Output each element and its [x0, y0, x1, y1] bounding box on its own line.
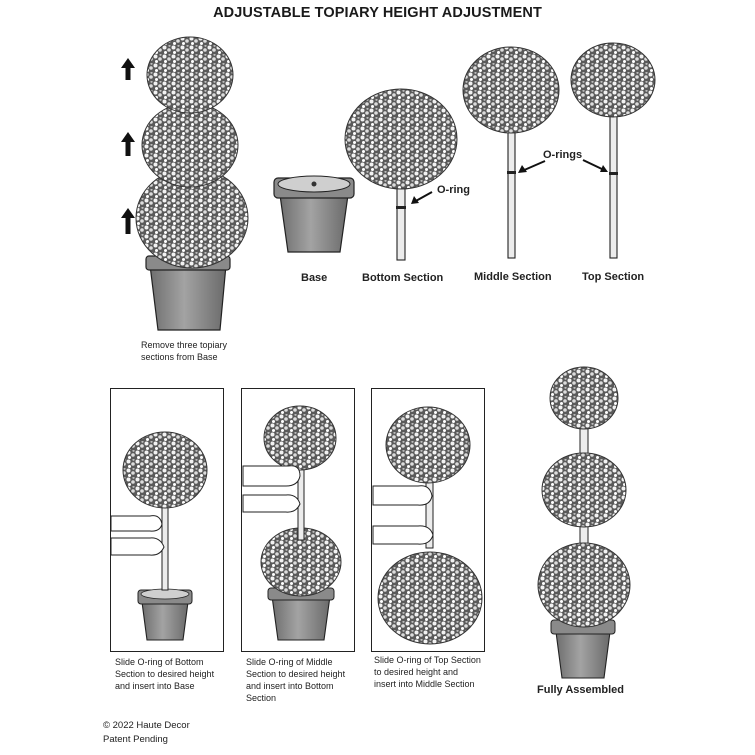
stacked-sections-illustration [121, 37, 248, 330]
bottom-section-label: Bottom Section [362, 272, 444, 284]
middle-section-label: Middle Section [474, 271, 552, 283]
caption-line: Slide O-ring of Bottom [115, 657, 204, 667]
up-arrow-icon [121, 58, 135, 234]
base-label: Base [301, 272, 328, 284]
fully-assembled-label: Fully Assembled [537, 684, 625, 696]
fully-assembled-illustration [538, 367, 630, 678]
remove-caption [141, 339, 227, 363]
top-section-label: Top Section [582, 271, 645, 283]
caption-line: and insert into Bottom [246, 681, 334, 691]
caption-line: Section to desired height [246, 669, 346, 679]
patent-notice: Patent Pending [103, 734, 168, 745]
bottom-section-illustration [345, 89, 457, 260]
step3-caption [374, 654, 481, 690]
caption-line: to desired height and [374, 667, 459, 677]
copyright: © 2022 Haute Decor [103, 720, 190, 731]
caption-line: Slide O-ring of Top Section [374, 655, 481, 665]
middle-ball [142, 103, 238, 187]
caption-line: insert into Middle Section [374, 679, 475, 689]
step1-panel [110, 388, 224, 652]
caption-line: Section [246, 693, 277, 703]
top-section-illustration [571, 43, 655, 258]
footer [103, 719, 190, 747]
page-title: ADJUSTABLE TOPIARY HEIGHT ADJUSTMENT [213, 5, 542, 21]
top-ball [147, 37, 233, 113]
step1-caption [115, 656, 214, 692]
o-rings-label: O-rings [543, 149, 583, 161]
pot [150, 265, 226, 330]
step3-panel [371, 388, 485, 652]
step2-panel [241, 388, 355, 652]
o-ring-label: O-ring [437, 184, 470, 196]
caption-line: sections from Base [141, 352, 218, 362]
caption-line: Remove three topiary [141, 340, 228, 350]
base-illustration [274, 176, 354, 252]
caption-line: Section to desired height [115, 669, 215, 679]
step2-caption [246, 656, 345, 704]
caption-line: and insert into Base [115, 681, 195, 691]
caption-line: Slide O-ring of Middle [246, 657, 333, 667]
